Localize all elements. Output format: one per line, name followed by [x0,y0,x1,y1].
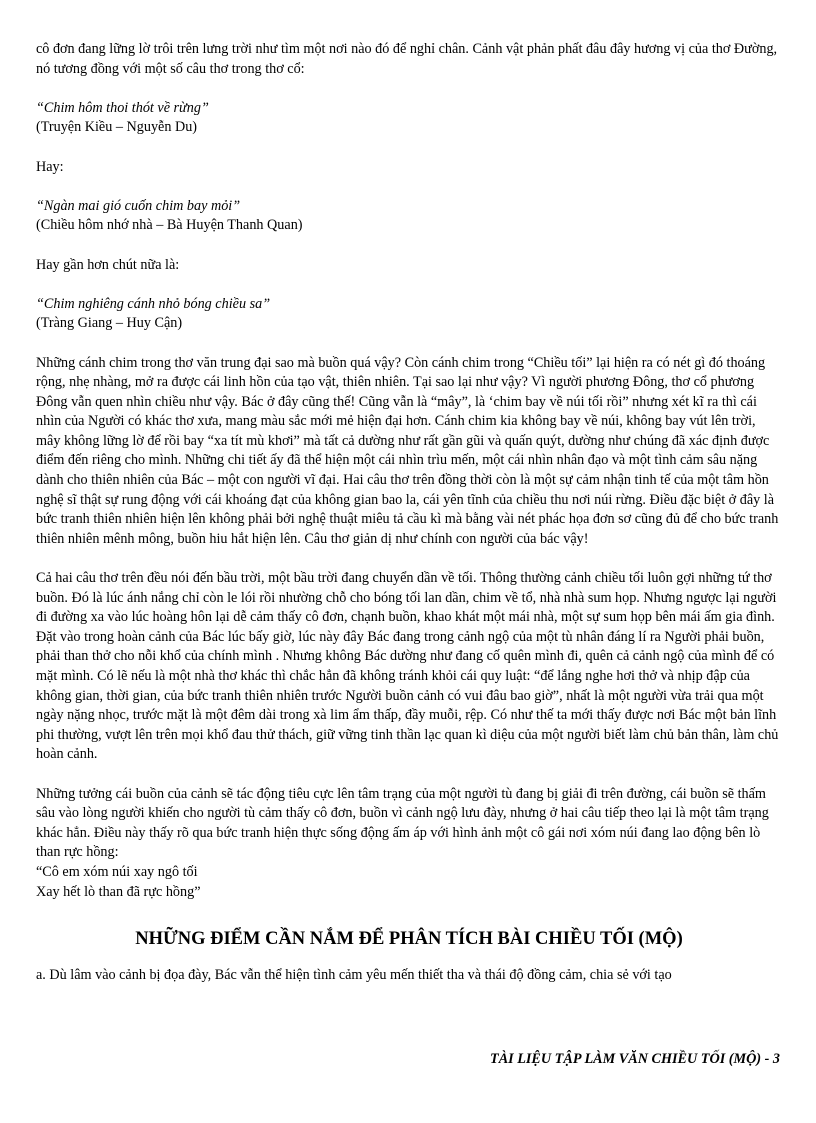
quote-1-source: (Truyện Kiều – Nguyễn Du) [36,119,198,136]
quote-2-source: (Chiều hôm nhớ nhà – Bà Huyện Thanh Quan) [36,217,303,234]
quote-2-verse: “Ngàn mai gió cuốn chim bay mỏi” [36,197,241,214]
hay-2: Hay gần hơn chút nữa là: [36,256,180,273]
intro-paragraph: cô đơn đang lững lờ trôi trên lưng trời như tìm một nơi nào đó để nghỉ chân. Cảnh vật phản phất đâu đây hương vị của thơ Đường, nó tương đồng với một số câu thơ trong thơ cổ: [36,41,778,77]
item-a: a. Dù lâm vào cảnh bị đọa đày, Bác vẫn thể hiện tình cảm yêu mến thiết tha và thái độ đồng cảm, chia sẻ với tạo [36,967,672,984]
paragraph-1: Những cánh chim trong thơ văn trung đại sao mà buồn quá vậy? Còn cánh chim trong “Chiều tối” lại hiện ra có nét gì đó thoáng rộng, nhẹ nhàng, mở ra được cái linh hồn của tạo vật, thiên nhiên. Tại sao lại như vậy? Vì người phương Đông, thơ cổ phương Đông vẫn quen nhìn chiều như vậy. Bác ở đây cũng thế! Cũng vẫn là “mây”, là ‘chim bay về núi tối rồi” nhưng xét kĩ ra thì cái nhìn của Người có khác thơ xưa, mang màu sắc mới mẻ hiện đại hơn. Cánh chim kia không bay về núi, không bay vút lên trời, mây không lững lờ để rồi bay “xa tít mù khơi” mà tất cả dường như rất gần gũi và quấn quýt, dường như chúng đã xác định được điểm đến riêng cho mình. Những chi tiết ấy đã thể hiện một cái nhìn trìu mến, một cái nhìn nhân đạo và một tình cảm sâu nặng dành cho thiên nhiên của Bác – một con người vĩ đại. Hai câu thơ trên đồng thời còn là một sự cảm nhận tinh tế của một tâm hồn nghệ sĩ thật sự rung động với cái khoáng đạt của không gian bao la, cái yên tĩnh của chiều thu nơi núi rừng. Điều đặc biệt ở đây là bức tranh thiên nhiên hiện lên không phải bởi nghệ thuật miêu tả cầu kì mà bằng vài nét phác họa đơn sơ cũng đủ để cho bức tranh thiên nhiên mênh mông, buồn hiu hắt hiện lên. Câu thơ giản dị như chính con người của bác vậy! [36,354,779,547]
section-title: NHỮNG ĐIỂM CẦN NẮM ĐỂ PHÂN TÍCH BÀI CHIỀU TỐI (MỘ) [135,929,683,950]
hay-1: Hay: [36,158,64,175]
paragraph-3: Những tưởng cái buồn của cảnh sẽ tác động tiêu cực lên tâm trạng của một người tù đang bị giải đi trên đường, cái buồn sẽ thấm sâu vào lòng người khiến cho người tù cảm thấy cô đơn, buồn vì cảnh ngộ lưu đày, nhưng ở hai câu tiếp theo lại là một tâm trạng khác hẳn. Điều này thấy rõ qua bức tranh hiện thực sống động ấm áp với hình ảnh một cô gái nơi xóm núi đang lao động bên lò than rực hồng: [36,785,769,861]
page-footer: TÀI LIỆU TẬP LÀM VĂN CHIỀU TỐI (MỘ) - 3 [490,1051,780,1067]
quote-3-source: (Tràng Giang – Huy Cận) [36,315,183,332]
paragraph-2: Cả hai câu thơ trên đều nói đến bầu trời, một bầu trời đang chuyển dần về tối. Thông thường cảnh chiều tối luôn gợi những tứ thơ buồn. Đó là lúc ánh nắng chỉ còn le lói rồi nhường chỗ cho bóng tối lan dần, chim về tổ, nhà nhà sum họp. Nhưng ngược lại người đi đường xa vào lúc hoàng hôn lại dễ cảm thấy cô đơn, chạnh buồn, khao khát một mái nhà, một sự sum họp bên mái ấm gia đình. Đặt vào trong hoàn cảnh của Bác lúc bấy giờ, lúc này đây Bác đang trong cảnh ngộ của một tù nhân đáng lí ra Người phải buồn, phải than thở cho nỗi khổ của chính mình . Nhưng không Bác dường như đang cố quên mình đi, quên cả cảnh ngộ của mình để có mặt mình. Có lẽ nếu là một nhà thơ khác thì chắc hẳn đã không tránh khỏi cái quy luật: “để lắng nghe hơi thở và nhịp đập của không gian, thời gian, của bức tranh thiên nhiên trước Người buồn cảnh có vui đâu bao giờ”, nhất là một người vừa trải qua một ngày nặng nhọc, trước mặt là một đêm dài trong xà lim ẩm thấp, đầy muỗi, rệp. Có như thế ta mới thấy được nơi Bác một bản lĩnh phi thường, vượt lên trên mọi khổ đau thử thách, giữ vững tinh thần lạc quan kì diệu của một người biết làm chủ bản thân, làm chủ hoàn cảnh. [36,570,779,763]
verse-line-2: Xay hết lò than đã rực hồng” [36,883,201,900]
verse-line-1: “Cô em xóm núi xay ngô tối [36,863,198,880]
document-body [36,40,782,986]
quote-1-verse: “Chim hôm thoi thót về rừng” [36,99,209,116]
quote-3-verse: “Chim nghiêng cánh nhỏ bóng chiều sa” [36,295,271,312]
